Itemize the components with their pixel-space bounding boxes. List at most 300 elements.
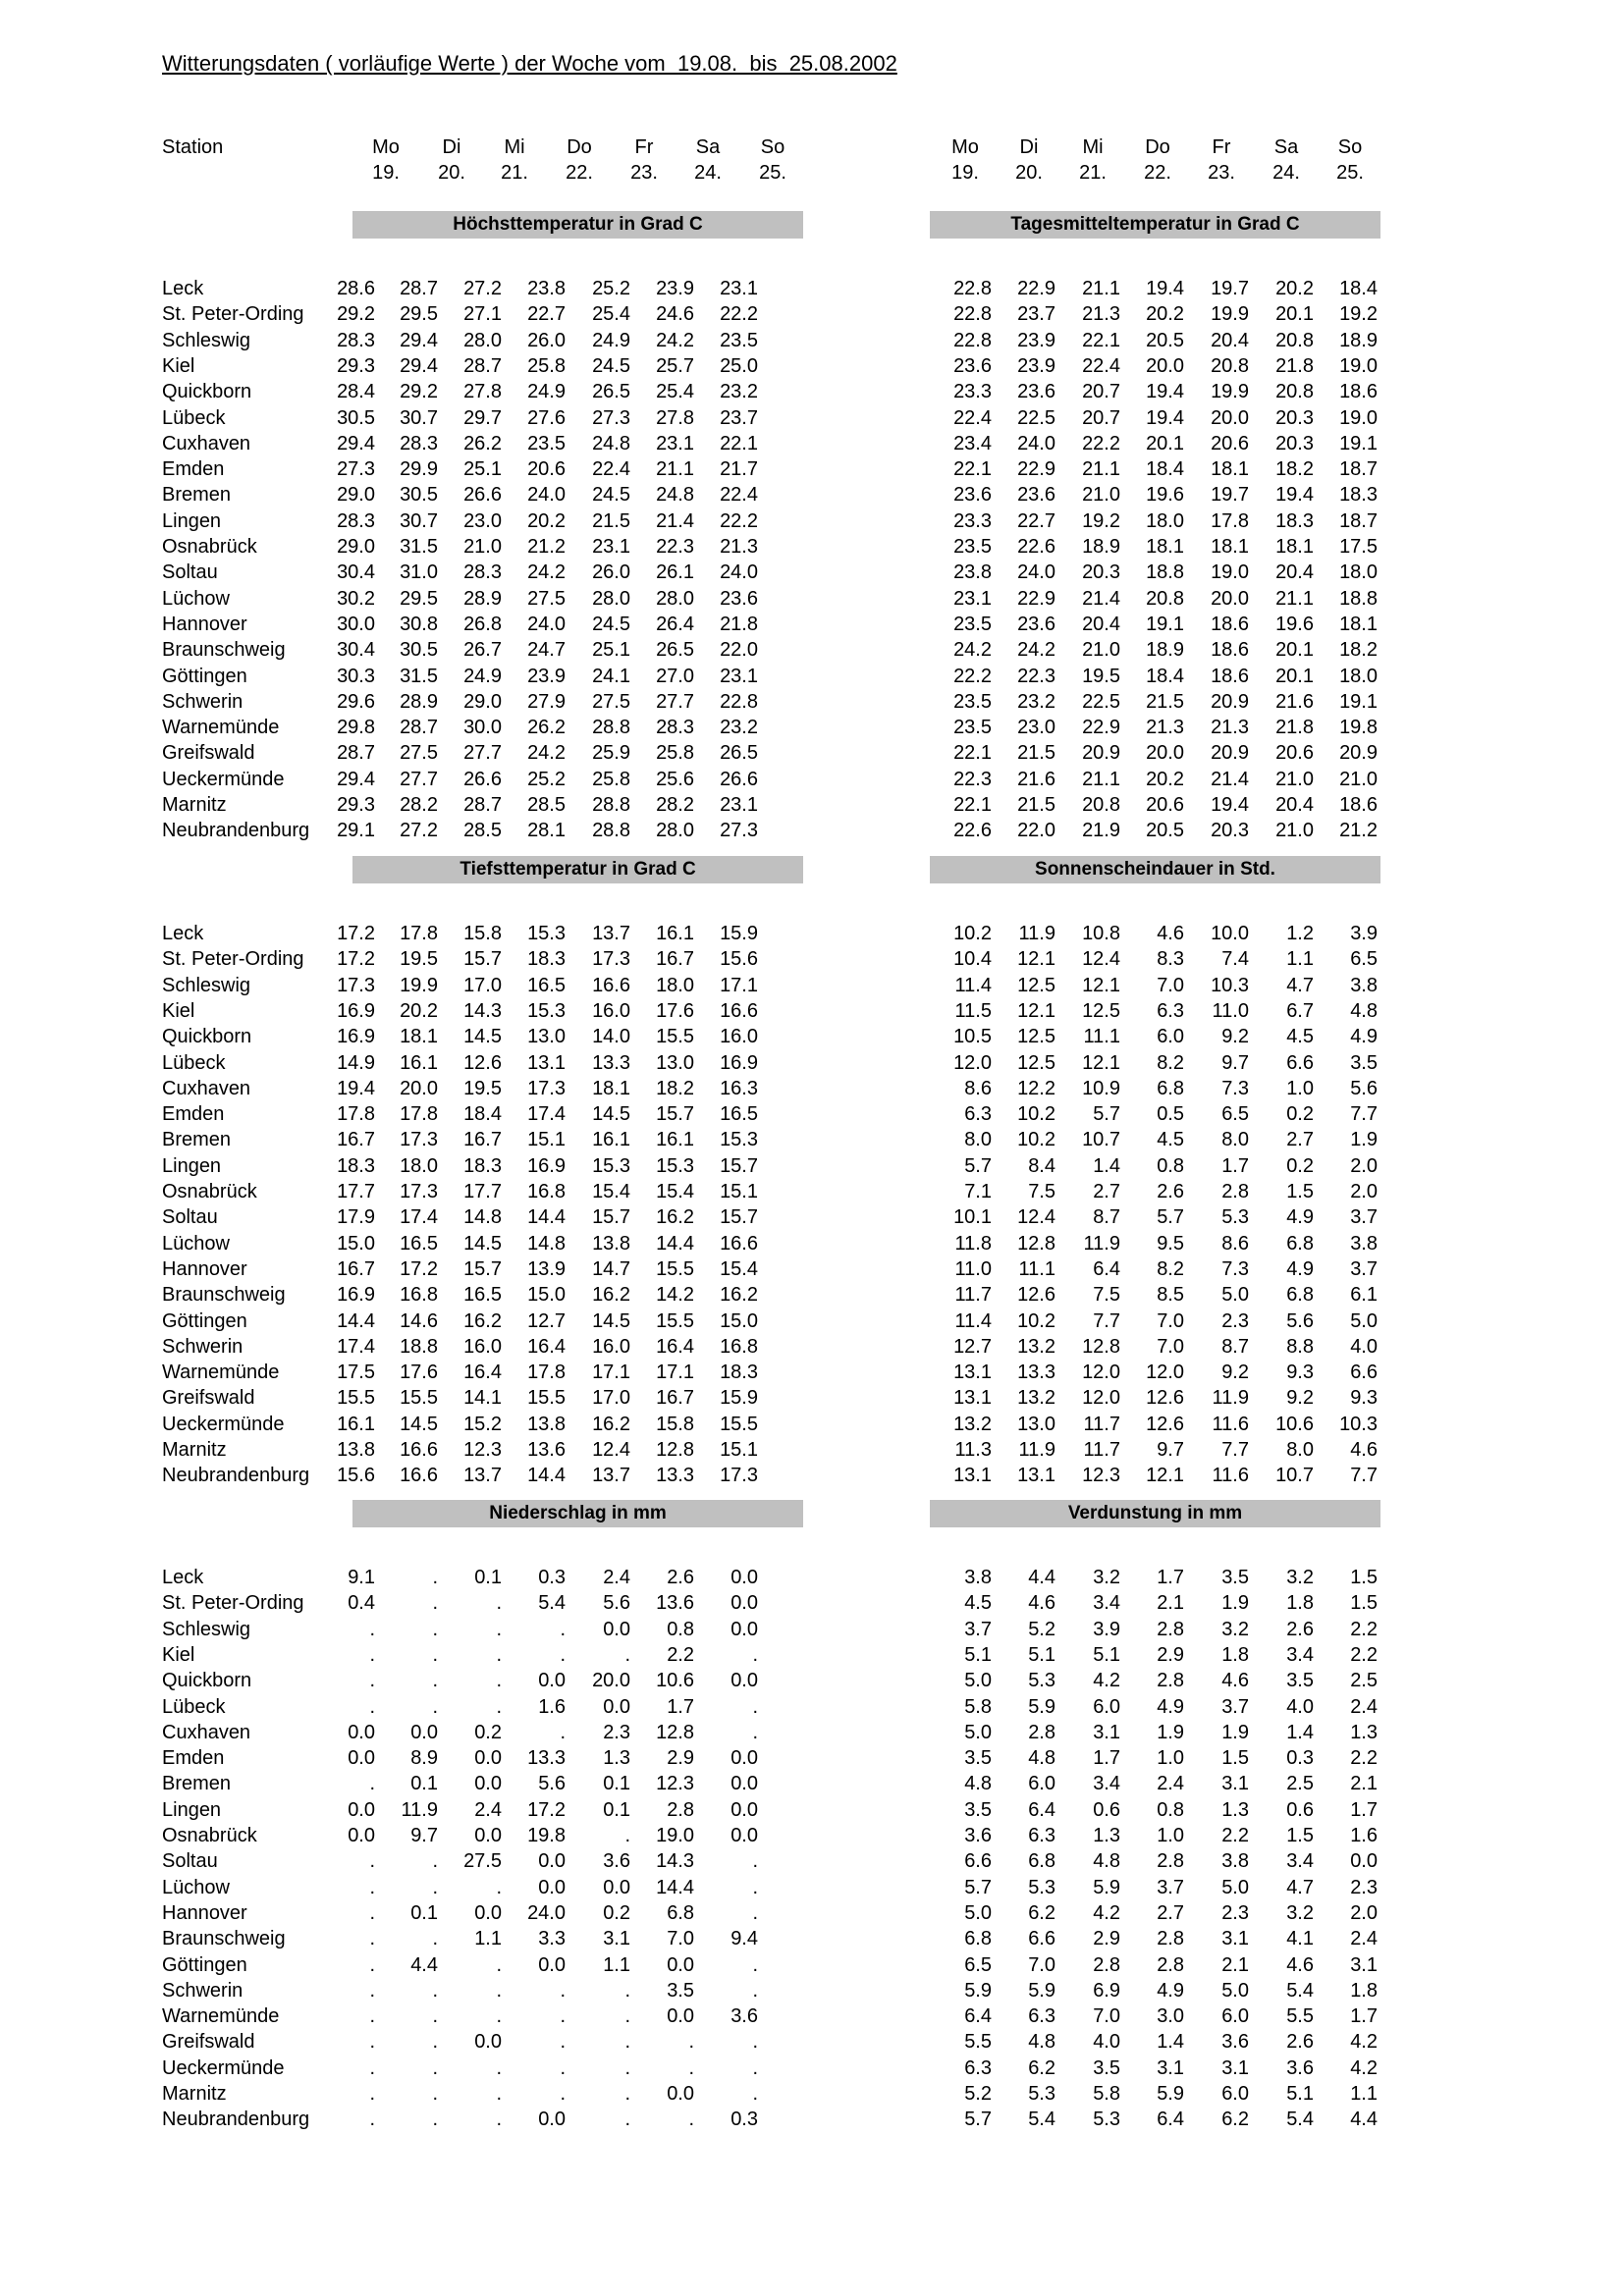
value-cell-left: 22.8: [720, 690, 758, 713]
value-cell-left: .: [752, 1953, 758, 1976]
table-row: [0, 1179, 1623, 1204]
value-cell-left: .: [624, 1643, 630, 1666]
station-name: Hannover: [162, 1901, 247, 1924]
value-cell-right: 21.0: [1082, 639, 1120, 662]
value-cell-right: 6.6: [964, 1850, 992, 1873]
value-cell-right: 2.3: [1221, 1309, 1249, 1332]
value-cell-left: 24.5: [592, 484, 630, 507]
value-cell-left: 16.7: [463, 1129, 502, 1151]
value-cell-left: 14.5: [463, 1026, 502, 1048]
value-cell-left: 22.3: [656, 536, 694, 558]
value-cell-right: 2.5: [1286, 1773, 1314, 1795]
value-cell-left: 29.5: [400, 587, 438, 610]
table-row: [0, 1694, 1623, 1720]
station-name: Cuxhaven: [162, 1077, 251, 1099]
value-cell-right: 20.3: [1082, 561, 1120, 584]
value-cell-right: 20.8: [1146, 587, 1184, 610]
value-cell-right: 22.5: [1082, 690, 1120, 713]
value-cell-right: 20.4: [1275, 794, 1314, 816]
value-cell-left: 2.2: [667, 1643, 694, 1666]
value-cell-right: 21.5: [1017, 794, 1055, 816]
day-header-right-2: Mi: [1082, 136, 1104, 158]
value-cell-left: 1.1: [603, 1953, 630, 1976]
value-cell-left: .: [560, 1618, 566, 1640]
value-cell-left: 3.3: [538, 1928, 566, 1950]
value-cell-right: 3.7: [1221, 1695, 1249, 1718]
value-cell-left: 16.0: [592, 999, 630, 1022]
value-cell-right: 3.1: [1221, 2056, 1249, 2079]
value-cell-left: 0.0: [730, 1592, 758, 1615]
value-cell-right: 5.9: [964, 1979, 992, 2002]
value-cell-left: 3.5: [667, 1979, 694, 2002]
value-cell-right: 20.4: [1275, 561, 1314, 584]
value-cell-left: 15.7: [463, 948, 502, 971]
value-cell-right: 5.4: [1028, 2109, 1055, 2131]
value-cell-left: 23.1: [656, 432, 694, 454]
value-cell-right: 12.2: [1017, 1077, 1055, 1099]
day-header-right-4: Fr: [1212, 136, 1231, 158]
station-header-label: Station: [162, 136, 224, 158]
value-cell-left: 16.4: [463, 1362, 502, 1384]
value-cell-left: 14.8: [463, 1206, 502, 1229]
value-cell-right: 3.2: [1286, 1901, 1314, 1924]
value-cell-left: 12.8: [656, 1439, 694, 1461]
value-cell-right: 4.6: [1221, 1670, 1249, 1692]
table-row: [0, 1745, 1623, 1771]
value-cell-right: 20.0: [1211, 587, 1249, 610]
value-cell-left: 31.5: [400, 536, 438, 558]
value-cell-left: .: [624, 2083, 630, 2105]
table-row: [0, 586, 1623, 612]
value-cell-right: 21.1: [1275, 587, 1314, 610]
value-cell-right: 2.8: [1157, 1670, 1184, 1692]
value-cell-right: 24.2: [953, 639, 992, 662]
value-cell-right: 19.5: [1082, 665, 1120, 687]
value-cell-right: 5.0: [1350, 1309, 1378, 1332]
value-cell-left: 0.0: [730, 1618, 758, 1640]
table-row: [0, 973, 1623, 998]
value-cell-right: 4.0: [1286, 1695, 1314, 1718]
date-header-left-2: 21.: [501, 162, 528, 184]
value-cell-right: 11.1: [1018, 1257, 1055, 1280]
value-cell-left: 14.4: [656, 1876, 694, 1898]
value-cell-left: 24.9: [527, 381, 566, 403]
value-cell-left: .: [560, 1979, 566, 2002]
value-cell-right: 3.2: [1286, 1567, 1314, 1588]
value-cell-right: 3.4: [1093, 1592, 1120, 1615]
station-name: Göttingen: [162, 1953, 247, 1976]
value-cell-left: 24.5: [592, 354, 630, 377]
value-cell-right: 2.1: [1221, 1953, 1249, 1976]
station-name: Lübeck: [162, 1695, 226, 1718]
value-cell-right: 21.5: [1146, 690, 1184, 713]
value-cell-left: 24.6: [656, 303, 694, 326]
value-cell-right: 1.7: [1350, 1798, 1378, 1821]
value-cell-right: 20.2: [1146, 303, 1184, 326]
value-cell-right: 1.5: [1350, 1567, 1378, 1588]
value-cell-right: 6.0: [1028, 1773, 1055, 1795]
value-cell-left: 22.4: [720, 484, 758, 507]
value-cell-right: 10.9: [1082, 1077, 1120, 1099]
table-row: [0, 1875, 1623, 1900]
value-cell-left: 17.8: [400, 923, 438, 944]
value-cell-left: .: [496, 1592, 502, 1615]
value-cell-left: .: [752, 1695, 758, 1718]
value-cell-right: 2.2: [1221, 1825, 1249, 1846]
value-cell-right: 3.8: [964, 1567, 992, 1588]
value-cell-right: 6.4: [964, 2005, 992, 2028]
value-cell-left: 18.3: [463, 1154, 502, 1177]
value-cell-left: 28.0: [656, 587, 694, 610]
value-cell-right: 18.1: [1211, 458, 1249, 481]
value-cell-right: 19.6: [1146, 484, 1184, 507]
value-cell-left: 13.0: [656, 1051, 694, 1074]
station-name: Ueckermünde: [162, 2056, 285, 2079]
date-header-right-3: 22.: [1144, 162, 1171, 184]
value-cell-left: 30.4: [337, 639, 375, 662]
value-cell-right: 22.1: [953, 794, 992, 816]
value-cell-left: 28.7: [400, 278, 438, 299]
value-cell-left: 17.7: [463, 1181, 502, 1202]
table-row: [0, 1101, 1623, 1127]
value-cell-right: 18.7: [1339, 509, 1378, 532]
value-cell-right: 22.6: [953, 820, 992, 842]
table-row: [0, 1050, 1623, 1076]
value-cell-right: 1.9: [1221, 1592, 1249, 1615]
value-cell-left: .: [752, 1876, 758, 1898]
value-cell-right: 20.0: [1146, 354, 1184, 377]
value-cell-left: 16.9: [337, 999, 375, 1022]
value-cell-right: 5.1: [1286, 2083, 1314, 2105]
column-header: [0, 134, 1623, 189]
value-cell-left: 29.4: [337, 432, 375, 454]
value-cell-right: 10.5: [953, 1026, 992, 1048]
value-cell-left: 15.3: [527, 999, 566, 1022]
value-cell-right: 2.4: [1350, 1928, 1378, 1950]
value-cell-left: 23.5: [720, 329, 758, 351]
value-cell-left: 14.4: [656, 1232, 694, 1255]
value-cell-left: 0.0: [538, 1850, 566, 1873]
value-cell-right: 13.1: [953, 1362, 992, 1384]
value-cell-right: 20.1: [1275, 665, 1314, 687]
value-cell-left: 19.4: [337, 1077, 375, 1099]
table-row: [0, 1334, 1623, 1360]
value-cell-left: .: [432, 1643, 438, 1666]
value-cell-left: 0.0: [348, 1747, 375, 1770]
value-cell-right: 8.2: [1157, 1257, 1184, 1280]
date-header-left-3: 22.: [566, 162, 593, 184]
value-cell-right: 24.2: [1017, 639, 1055, 662]
value-cell-left: 15.8: [656, 1413, 694, 1435]
value-cell-right: 0.3: [1286, 1747, 1314, 1770]
value-cell-left: 25.8: [656, 742, 694, 765]
value-cell-right: 23.5: [953, 613, 992, 635]
value-cell-right: 12.6: [1146, 1387, 1184, 1410]
value-cell-right: 6.2: [1028, 2056, 1055, 2079]
value-cell-right: 20.9: [1339, 742, 1378, 765]
value-cell-left: .: [624, 2005, 630, 2028]
value-cell-left: 17.3: [592, 948, 630, 971]
value-cell-right: 4.6: [1286, 1953, 1314, 1976]
value-cell-left: 0.0: [474, 1747, 502, 1770]
value-cell-left: 7.0: [667, 1928, 694, 1950]
value-cell-left: 21.1: [656, 458, 694, 481]
table-row: [0, 1952, 1623, 1978]
value-cell-right: 21.0: [1082, 484, 1120, 507]
value-cell-right: 22.1: [1082, 329, 1120, 351]
value-cell-right: 3.6: [964, 1825, 992, 1846]
value-cell-left: 0.0: [538, 1670, 566, 1692]
value-cell-left: 16.5: [400, 1232, 438, 1255]
value-cell-left: 13.7: [592, 923, 630, 944]
value-cell-right: 6.0: [1221, 2005, 1249, 2028]
value-cell-right: 2.8: [1157, 1618, 1184, 1640]
value-cell-left: 27.0: [656, 665, 694, 687]
value-cell-left: 13.7: [463, 1465, 502, 1487]
value-cell-left: 17.2: [337, 923, 375, 944]
value-cell-left: 18.3: [527, 948, 566, 971]
value-cell-right: 1.7: [1221, 1154, 1249, 1177]
value-cell-left: 0.1: [474, 1567, 502, 1588]
station-name: Leck: [162, 1567, 204, 1588]
value-cell-left: 15.5: [656, 1026, 694, 1048]
value-cell-left: 27.9: [527, 690, 566, 713]
value-cell-left: 15.1: [527, 1129, 566, 1151]
value-cell-right: 10.3: [1211, 974, 1249, 996]
value-cell-right: 4.1: [1286, 1928, 1314, 1950]
value-cell-right: 19.4: [1146, 406, 1184, 429]
value-cell-left: .: [369, 1643, 375, 1666]
value-cell-right: 4.0: [1093, 2031, 1120, 2054]
value-cell-left: 27.3: [720, 820, 758, 842]
value-cell-left: 30.3: [337, 665, 375, 687]
value-cell-right: 2.8: [1221, 1181, 1249, 1202]
table-row: [0, 2056, 1623, 2081]
value-cell-right: 1.0: [1286, 1077, 1314, 1099]
value-cell-left: 30.0: [463, 717, 502, 739]
value-cell-left: 28.4: [337, 381, 375, 403]
station-name: Lüchow: [162, 1876, 230, 1898]
value-cell-left: 27.5: [463, 1850, 502, 1873]
value-cell-right: 1.9: [1350, 1129, 1378, 1151]
value-cell-right: 5.2: [1028, 1618, 1055, 1640]
value-cell-right: 0.5: [1157, 1103, 1184, 1126]
value-cell-right: 4.9: [1157, 1695, 1184, 1718]
value-cell-right: 6.3: [1028, 2005, 1055, 2028]
value-cell-right: 0.8: [1157, 1798, 1184, 1821]
value-cell-left: 15.3: [592, 1154, 630, 1177]
value-cell-left: 16.5: [527, 974, 566, 996]
value-cell-right: 1.9: [1221, 1721, 1249, 1743]
value-cell-left: 28.1: [527, 820, 566, 842]
value-cell-left: 9.7: [410, 1825, 438, 1846]
value-cell-right: 8.7: [1093, 1206, 1120, 1229]
value-cell-right: 20.1: [1146, 432, 1184, 454]
value-cell-left: 0.0: [730, 1670, 758, 1692]
value-cell-left: 26.0: [527, 329, 566, 351]
value-cell-right: 22.8: [953, 329, 992, 351]
table-row: [0, 1437, 1623, 1463]
value-cell-left: 16.1: [656, 1129, 694, 1151]
value-cell-left: 27.7: [656, 690, 694, 713]
value-cell-right: 7.5: [1028, 1181, 1055, 1202]
value-cell-right: 12.5: [1082, 999, 1120, 1022]
value-cell-right: 0.2: [1286, 1103, 1314, 1126]
value-cell-left: 24.7: [527, 639, 566, 662]
value-cell-right: 11.7: [1083, 1439, 1120, 1461]
value-cell-left: 19.8: [527, 1825, 566, 1846]
value-cell-left: 26.6: [463, 768, 502, 790]
value-cell-right: 23.2: [1017, 690, 1055, 713]
value-cell-left: 25.6: [656, 768, 694, 790]
value-cell-left: 15.3: [720, 1129, 758, 1151]
value-cell-left: 0.3: [538, 1567, 566, 1588]
value-cell-left: 17.8: [400, 1103, 438, 1126]
station-name: Lübeck: [162, 406, 226, 429]
value-cell-left: 17.5: [337, 1362, 375, 1384]
value-cell-left: 29.3: [337, 794, 375, 816]
value-cell-left: 13.6: [656, 1592, 694, 1615]
value-cell-left: 16.0: [720, 1026, 758, 1048]
value-cell-left: .: [432, 2109, 438, 2131]
value-cell-right: 1.8: [1221, 1643, 1249, 1666]
value-cell-right: 13.1: [953, 1465, 992, 1487]
value-cell-left: 29.1: [337, 820, 375, 842]
value-cell-right: 5.0: [1221, 1284, 1249, 1307]
value-cell-left: 14.9: [337, 1051, 375, 1074]
station-name: Greifswald: [162, 1387, 255, 1410]
value-cell-left: .: [369, 2109, 375, 2131]
value-cell-left: 14.2: [656, 1284, 694, 1307]
value-cell-right: 3.8: [1350, 1232, 1378, 1255]
value-cell-left: 20.2: [400, 999, 438, 1022]
value-cell-right: 10.1: [953, 1206, 992, 1229]
value-cell-left: .: [752, 1901, 758, 1924]
value-cell-right: 2.3: [1350, 1876, 1378, 1898]
value-cell-right: 8.4: [1028, 1154, 1055, 1177]
value-cell-right: 4.2: [1093, 1901, 1120, 1924]
value-cell-left: 29.7: [463, 406, 502, 429]
value-cell-right: 1.8: [1286, 1592, 1314, 1615]
value-cell-right: 12.6: [1146, 1413, 1184, 1435]
value-cell-left: 29.4: [337, 768, 375, 790]
value-cell-right: 0.6: [1093, 1798, 1120, 1821]
value-cell-left: 16.0: [463, 1335, 502, 1358]
table-row: [0, 1720, 1623, 1745]
value-cell-left: 28.2: [656, 794, 694, 816]
value-cell-right: 2.4: [1350, 1695, 1378, 1718]
value-cell-right: 20.2: [1146, 768, 1184, 790]
value-cell-left: 13.6: [527, 1439, 566, 1461]
value-cell-right: 19.2: [1082, 509, 1120, 532]
value-cell-right: 4.5: [964, 1592, 992, 1615]
table-row: [0, 1463, 1623, 1488]
value-cell-right: 12.7: [953, 1335, 992, 1358]
value-cell-left: .: [752, 2031, 758, 2054]
value-cell-left: .: [496, 1618, 502, 1640]
value-cell-right: 19.1: [1146, 613, 1184, 635]
value-cell-right: 12.6: [1017, 1284, 1055, 1307]
value-cell-left: 29.8: [337, 717, 375, 739]
value-cell-left: 27.2: [463, 278, 502, 299]
value-cell-left: 16.4: [527, 1335, 566, 1358]
value-cell-right: 19.2: [1339, 303, 1378, 326]
station-name: Quickborn: [162, 1026, 252, 1048]
value-cell-right: 3.9: [1093, 1618, 1120, 1640]
value-cell-left: .: [496, 1643, 502, 1666]
value-cell-right: 3.1: [1221, 1773, 1249, 1795]
value-cell-left: 18.0: [656, 974, 694, 996]
value-cell-left: 28.3: [463, 561, 502, 584]
value-cell-left: 30.5: [337, 406, 375, 429]
value-cell-left: .: [560, 2056, 566, 2079]
value-cell-right: 4.2: [1350, 2056, 1378, 2079]
value-cell-right: 19.4: [1146, 381, 1184, 403]
value-cell-left: 0.0: [538, 1876, 566, 1898]
value-cell-right: 1.7: [1157, 1567, 1184, 1588]
value-cell-right: 6.3: [964, 1103, 992, 1126]
value-cell-left: 28.9: [463, 587, 502, 610]
value-cell-right: 7.0: [1157, 974, 1184, 996]
value-cell-left: 17.8: [337, 1103, 375, 1126]
value-cell-left: .: [752, 1850, 758, 1873]
value-cell-right: 22.4: [953, 406, 992, 429]
value-cell-left: .: [496, 1876, 502, 1898]
value-cell-right: 4.4: [1028, 1567, 1055, 1588]
value-cell-right: 1.5: [1350, 1592, 1378, 1615]
value-cell-right: 23.9: [1017, 329, 1055, 351]
value-cell-right: 18.8: [1146, 561, 1184, 584]
value-cell-left: 14.6: [400, 1309, 438, 1332]
value-cell-right: 2.2: [1350, 1747, 1378, 1770]
station-name: Quickborn: [162, 381, 252, 403]
value-cell-left: 16.7: [656, 948, 694, 971]
value-cell-right: 2.6: [1286, 1618, 1314, 1640]
value-cell-left: 15.5: [400, 1387, 438, 1410]
station-name: Marnitz: [162, 2083, 227, 2105]
value-cell-left: 27.8: [463, 381, 502, 403]
value-cell-right: 17.8: [1211, 509, 1249, 532]
value-cell-left: 6.8: [667, 1901, 694, 1924]
value-cell-left: 0.1: [603, 1773, 630, 1795]
value-cell-left: .: [496, 2005, 502, 2028]
value-cell-right: 3.1: [1221, 1928, 1249, 1950]
value-cell-left: 16.5: [720, 1103, 758, 1126]
value-cell-right: 18.0: [1146, 509, 1184, 532]
value-cell-left: .: [752, 2083, 758, 2105]
value-cell-left: 14.4: [527, 1465, 566, 1487]
value-cell-right: 10.4: [953, 948, 992, 971]
station-name: Schleswig: [162, 329, 251, 351]
value-cell-right: 1.3: [1093, 1825, 1120, 1846]
table-row: [0, 405, 1623, 431]
value-cell-right: 8.0: [1286, 1439, 1314, 1461]
value-cell-right: 11.6: [1212, 1413, 1249, 1435]
value-cell-right: 22.3: [1017, 665, 1055, 687]
date-header-right-1: 20.: [1015, 162, 1043, 184]
value-cell-right: 18.4: [1146, 458, 1184, 481]
station-name: Osnabrück: [162, 1825, 257, 1846]
value-cell-right: 19.6: [1275, 613, 1314, 635]
value-cell-left: 14.8: [527, 1232, 566, 1255]
date-header-left-5: 24.: [694, 162, 722, 184]
value-cell-right: 18.7: [1339, 458, 1378, 481]
value-cell-left: 23.0: [463, 509, 502, 532]
value-cell-right: 3.5: [964, 1747, 992, 1770]
value-cell-right: 21.6: [1275, 690, 1314, 713]
value-cell-right: 18.3: [1339, 484, 1378, 507]
value-cell-left: 22.2: [720, 303, 758, 326]
